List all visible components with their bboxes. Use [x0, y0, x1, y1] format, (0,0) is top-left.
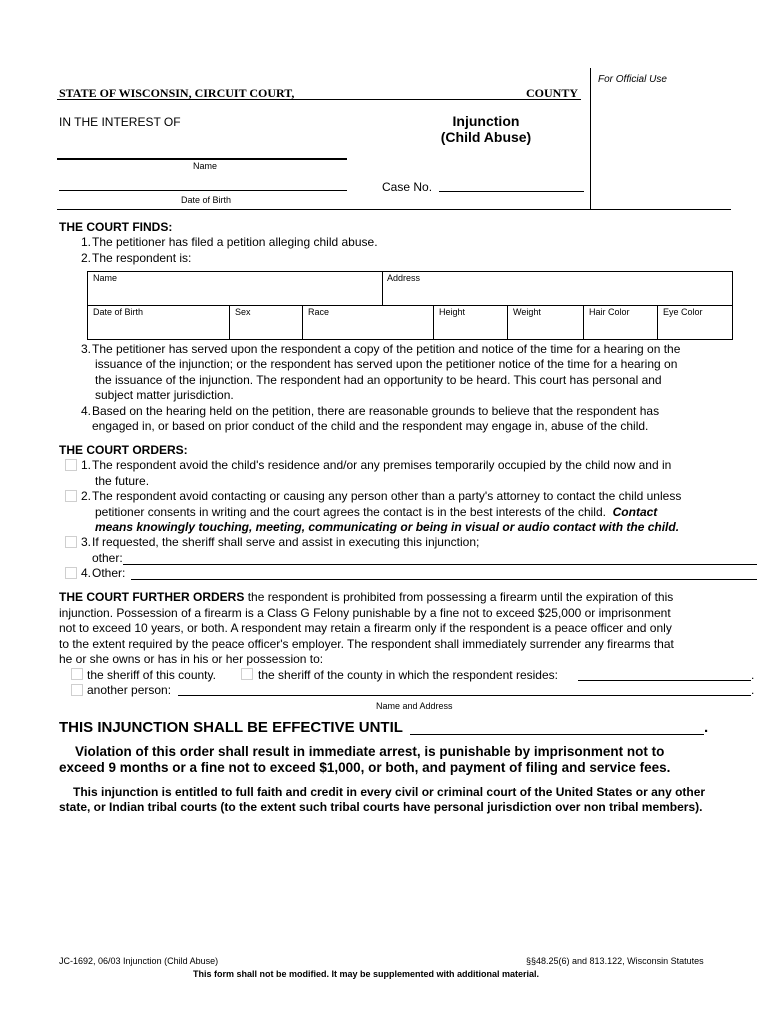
child-name-rule [57, 158, 347, 160]
respondent-table-col-divider [229, 305, 230, 340]
order-1-num: 1. [81, 458, 92, 472]
order-4-checkbox[interactable] [65, 567, 77, 579]
respondent-table-row-divider [87, 305, 733, 306]
case-no-field[interactable] [439, 178, 584, 191]
respondent-table-col-divider [657, 305, 658, 340]
resp-sex-field[interactable] [232, 320, 298, 336]
finding-4-line: engaged in, or based on prior conduct of the child and the respondent may engage in, abuse of the child. [92, 419, 649, 433]
order-3-checkbox[interactable] [65, 536, 77, 548]
effective-until-field[interactable] [412, 718, 702, 733]
court-title: STATE OF WISCONSIN, CIRCUIT COURT, [59, 86, 295, 100]
case-no-label: Case No. [382, 180, 433, 194]
official-use-divider [590, 68, 591, 209]
period-mark: . [751, 668, 755, 682]
child-name-field[interactable] [57, 143, 347, 157]
official-use-label: For Official Use [598, 74, 667, 85]
full-faith-line: state, or Indian tribal courts (to the extent such tribal courts have personal jurisdiction over non tribal members). [59, 800, 703, 814]
further-line: he or she owns or has in his or her possession to: [59, 652, 324, 666]
resp-sex-label: Sex [235, 307, 251, 317]
finding-1-num: 1. [81, 235, 92, 249]
order-3-line: If requested, the sheriff shall serve and assist in executing this injunction; [92, 535, 480, 549]
further-heading: THE COURT FURTHER ORDERS [59, 590, 245, 604]
finding-3-line: issuance of the injunction; or the respondent has served upon the petitioner notice of the time for a hearing on [95, 357, 678, 371]
child-dob-field[interactable] [59, 177, 347, 190]
finding-4-num: 4. [81, 404, 92, 418]
interest-label: IN THE INTEREST OF [59, 115, 181, 129]
resp-weight-field[interactable] [510, 320, 579, 336]
order-3-other-label: other: [92, 551, 123, 565]
order-4-other-field[interactable] [133, 565, 755, 578]
order-4-other-label: Other: [92, 566, 126, 580]
finding-4-line: Based on the hearing held on the petition, there are reasonable grounds to believe that the respondent has [92, 404, 660, 418]
county-field[interactable] [314, 85, 519, 98]
surrender-resident-county-label: the sheriff of the county in which the respondent resides: [258, 668, 558, 682]
resp-dob-label: Date of Birth [93, 307, 144, 317]
modification-notice: This form shall not be modified. It may be supplemented with additional material. [193, 969, 540, 979]
resp-weight-label: Weight [513, 307, 541, 317]
further-line: to the extent required by the peace officer's employer. The respondent shall immediately surrender any firearms that [59, 637, 674, 651]
violation-line: exceed 9 months or a fine not to exceed $1,000, or both, and payment of filing and service fees. [59, 760, 671, 775]
further-line: not to exceed 10 years, or both. A respondent may retain a firearm only if the respondent is a peace officer and only [59, 621, 672, 635]
surrender-person-field[interactable] [180, 682, 750, 695]
doc-title-line1: Injunction [452, 113, 520, 129]
respondent-table-col-divider [507, 305, 508, 340]
order-2-checkbox[interactable] [65, 490, 77, 502]
resp-eye-field[interactable] [660, 320, 729, 336]
respondent-table-col-divider [302, 305, 303, 340]
period-mark: . [704, 719, 709, 736]
further-line [59, 590, 673, 604]
resp-height-field[interactable] [436, 320, 503, 336]
finding-1-text: The petitioner has filed a petition alleging child abuse. [92, 235, 378, 249]
order-3-other-field[interactable] [125, 550, 755, 563]
finding-3-line: the issuance of the injunction. The respondent had an opportunity to be heard. This court has personal and [95, 373, 662, 387]
finding-2-text: The respondent is: [92, 251, 192, 265]
child-name-label: Name [193, 161, 218, 171]
resp-dob-field[interactable] [90, 320, 225, 336]
resp-address-label: Address [387, 273, 421, 283]
findings-heading: THE COURT FINDS: [59, 220, 173, 234]
effective-until-rule [410, 734, 704, 735]
surrender-county-field[interactable] [580, 666, 750, 679]
order-4-other-rule [131, 579, 757, 580]
order-2-line: The respondent avoid contacting or causing any person other than a party's attorney to contact the child unless [92, 489, 682, 503]
order-2-line-text: petitioner consents in writing and the court agrees the contact is in the best interests of the child. [95, 505, 606, 519]
order-2-contact-term: Contact [612, 505, 658, 519]
finding-2-num: 2. [81, 251, 92, 265]
resp-race-field[interactable] [305, 320, 429, 336]
violation-line: Violation of this order shall result in immediate arrest, is punishable by imprisonment not to [75, 744, 665, 759]
order-1-checkbox[interactable] [65, 459, 77, 471]
case-no-rule [439, 191, 584, 192]
finding-3-num: 3. [81, 342, 92, 356]
resp-hair-label: Hair Color [589, 307, 630, 317]
resp-height-label: Height [439, 307, 466, 317]
further-line-text: the respondent is prohibited from possessing a firearm until the expiration of this [247, 590, 674, 604]
period-mark: . [751, 683, 755, 697]
doc-title-line2: (Child Abuse) [440, 129, 532, 145]
surrender-person-rule [178, 695, 751, 696]
respondent-table-col-divider [583, 305, 584, 340]
name-address-label: Name and Address [376, 701, 453, 711]
order-4-num: 4. [81, 566, 92, 580]
header-bottom-rule [57, 209, 590, 210]
finding-3-line: subject matter jurisdiction. [95, 388, 234, 402]
resp-name-field[interactable] [90, 285, 378, 301]
order-3-num: 3. [81, 535, 92, 549]
effective-until-label: THIS INJUNCTION SHALL BE EFFECTIVE UNTIL [59, 719, 403, 736]
court-title-rule [57, 99, 581, 100]
surrender-person-label: another person: [87, 683, 172, 697]
child-dob-rule [59, 190, 347, 191]
order-1-line: The respondent avoid the child's residence and/or any premises temporarily occupied by the child now and in [92, 458, 672, 472]
county-label: COUNTY [526, 86, 579, 100]
order-1-line: the future. [95, 474, 150, 488]
resp-race-label: Race [308, 307, 330, 317]
child-dob-label: Date of Birth [181, 195, 232, 205]
statutes-citation: §§48.25(6) and 813.122, Wisconsin Statutes [526, 956, 704, 966]
respondent-table-col-divider [433, 305, 434, 340]
surrender-sheriff-county-checkbox[interactable] [71, 668, 83, 680]
order-2-contact-definition: means knowingly touching, meeting, communicating or being in visual or audio contact with the child. [95, 520, 680, 534]
full-faith-line: This injunction is entitled to full faith and credit in every civil or criminal court of the United States or any other [73, 785, 706, 799]
further-line: injunction. Possession of a firearm is a Class G Felony punishable by a fine not to exceed $25,000 or imprisonment [59, 606, 671, 620]
resp-hair-field[interactable] [586, 320, 653, 336]
surrender-person-checkbox[interactable] [71, 684, 83, 696]
resp-address-field[interactable] [385, 285, 729, 301]
surrender-resident-county-checkbox[interactable] [241, 668, 253, 680]
resp-name-label: Name [93, 273, 118, 283]
respondent-table-col-divider [382, 271, 383, 305]
surrender-sheriff-county-label: the sheriff of this county. [87, 668, 216, 682]
form-id: JC-1692, 06/03 Injunction (Child Abuse) [59, 956, 219, 966]
orders-heading: THE COURT ORDERS: [59, 443, 188, 457]
surrender-county-rule [578, 680, 751, 681]
resp-eye-label: Eye Color [663, 307, 703, 317]
order-2-line [95, 505, 657, 519]
finding-3-line: The petitioner has served upon the respondent a copy of the petition and notice of the time for a hearing on the [92, 342, 681, 356]
official-use-bottom-rule [590, 209, 731, 210]
order-2-num: 2. [81, 489, 92, 503]
